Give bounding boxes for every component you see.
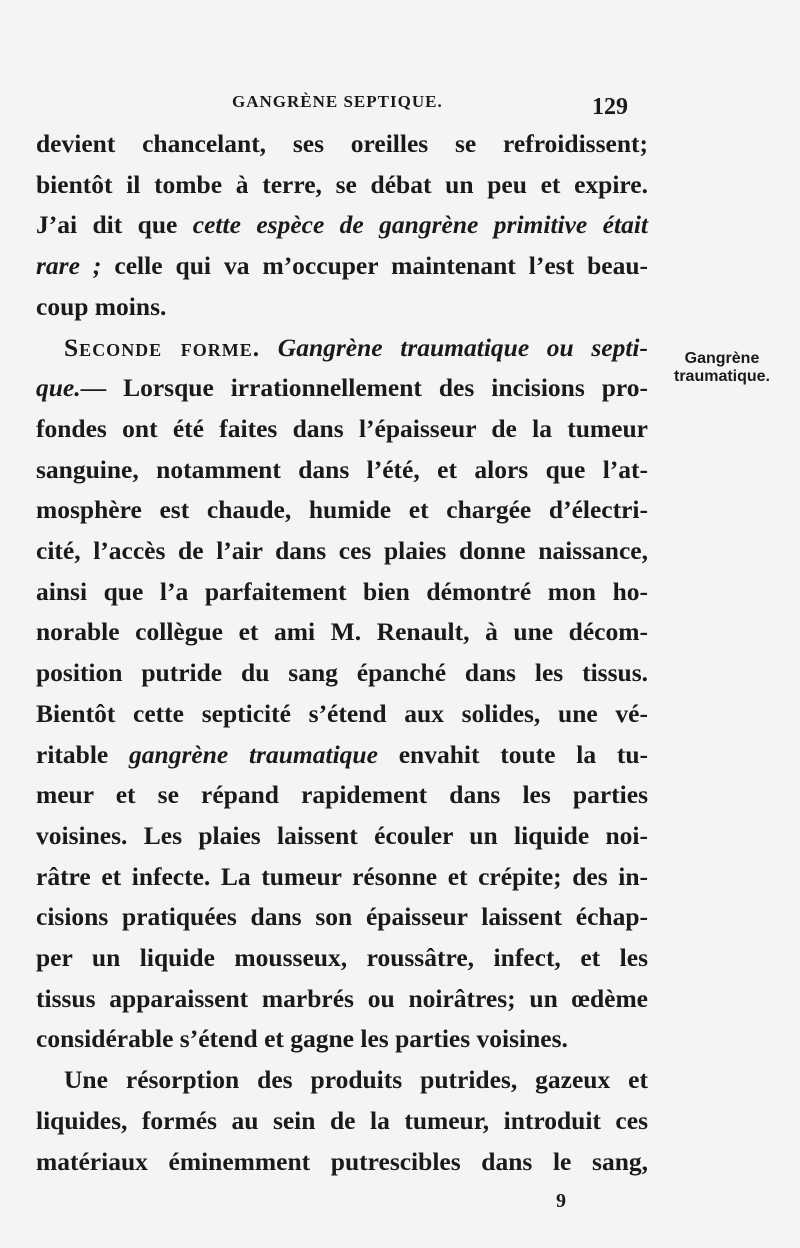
text-line: ainsi que l’a parfaitement bien démontré mon ho- — [36, 576, 648, 606]
text-line — [36, 205, 648, 246]
margin-note — [652, 350, 792, 386]
text-line: bientôt il tombe à terre, se débat un peu et expire. — [36, 169, 648, 199]
text-line: matériaux éminemment putrescibles dans le sang, — [36, 1146, 648, 1176]
italic-span: gangrène traumatique — [129, 739, 378, 769]
signature-mark: 9 — [556, 1190, 566, 1212]
italic-span: Gangrène traumatique ou septi- — [260, 332, 648, 362]
text-line: per un liquide mousseux, roussâtre, infect, et les — [36, 943, 648, 973]
italic-span: que. — [36, 373, 81, 403]
running-head: GANGRÈNE SEPTIQUE. — [232, 92, 443, 111]
text-span: ritable — [36, 739, 130, 769]
text-line — [36, 368, 648, 409]
text-line: cisions pratiquées dans son épaisseur laissent échap- — [36, 902, 648, 932]
text-line: sanguine, notamment dans l’été, et alors que l’at- — [36, 454, 648, 484]
text-line: liquides, formés au sein de la tumeur, introduit ces — [36, 1105, 648, 1135]
body-text — [36, 124, 648, 1182]
text-span: envahit toute la tu- — [377, 739, 649, 769]
text-span: — Lorsque irrationnellement des incisions pro- — [80, 373, 648, 403]
italic-span: cette espèce de gangrène primitive était — [192, 210, 648, 240]
text-line: Une résorption des produits putrides, gazeux et — [64, 1065, 648, 1095]
text-line: meur et se répand rapidement dans les parties — [36, 780, 648, 810]
text-line: norable collègue et ami M. Renault, à une décom- — [36, 617, 648, 647]
text-line: fondes ont été faites dans l’épaisseur de la tumeur — [36, 413, 648, 443]
italic-span: rare ; — [36, 251, 102, 281]
text-line: Bientôt cette septicité s’étend aux solides, une vé- — [36, 698, 648, 728]
text-line — [36, 735, 648, 776]
margin-note-line: traumatique. — [673, 368, 770, 385]
text-line: position putride du sang épanché dans les tissus. — [36, 658, 648, 688]
text-line — [36, 328, 648, 369]
text-line — [36, 246, 648, 287]
text-line: cité, l’accès de l’air dans ces plaies donne naissance, — [36, 536, 648, 566]
text-line: voisines. Les plaies laissent écouler un liquide noi- — [36, 820, 648, 850]
text-line: râtre et infecte. La tumeur résonne et crépite; des in- — [36, 861, 648, 891]
text-line: tissus apparaissent marbrés ou noirâtres; un œdème — [36, 983, 648, 1013]
page-number: 129 — [592, 94, 628, 120]
text-line: coup moins. — [36, 291, 167, 321]
margin-note-line: Gangrène — [684, 350, 760, 367]
text-line: devient chancelant, ses oreilles se refroidissent; — [36, 129, 648, 158]
text-span: celle qui va m’occuper maintenant l’est beau- — [101, 251, 648, 281]
text-span: J’ai dit que — [36, 210, 193, 240]
text-line: considérable s’étend et gagne les parties voisines. — [36, 1024, 568, 1054]
text-line: mosphère est chaude, humide et chargée d’électri- — [36, 495, 648, 525]
section-heading: Seconde forme. — [64, 332, 261, 362]
